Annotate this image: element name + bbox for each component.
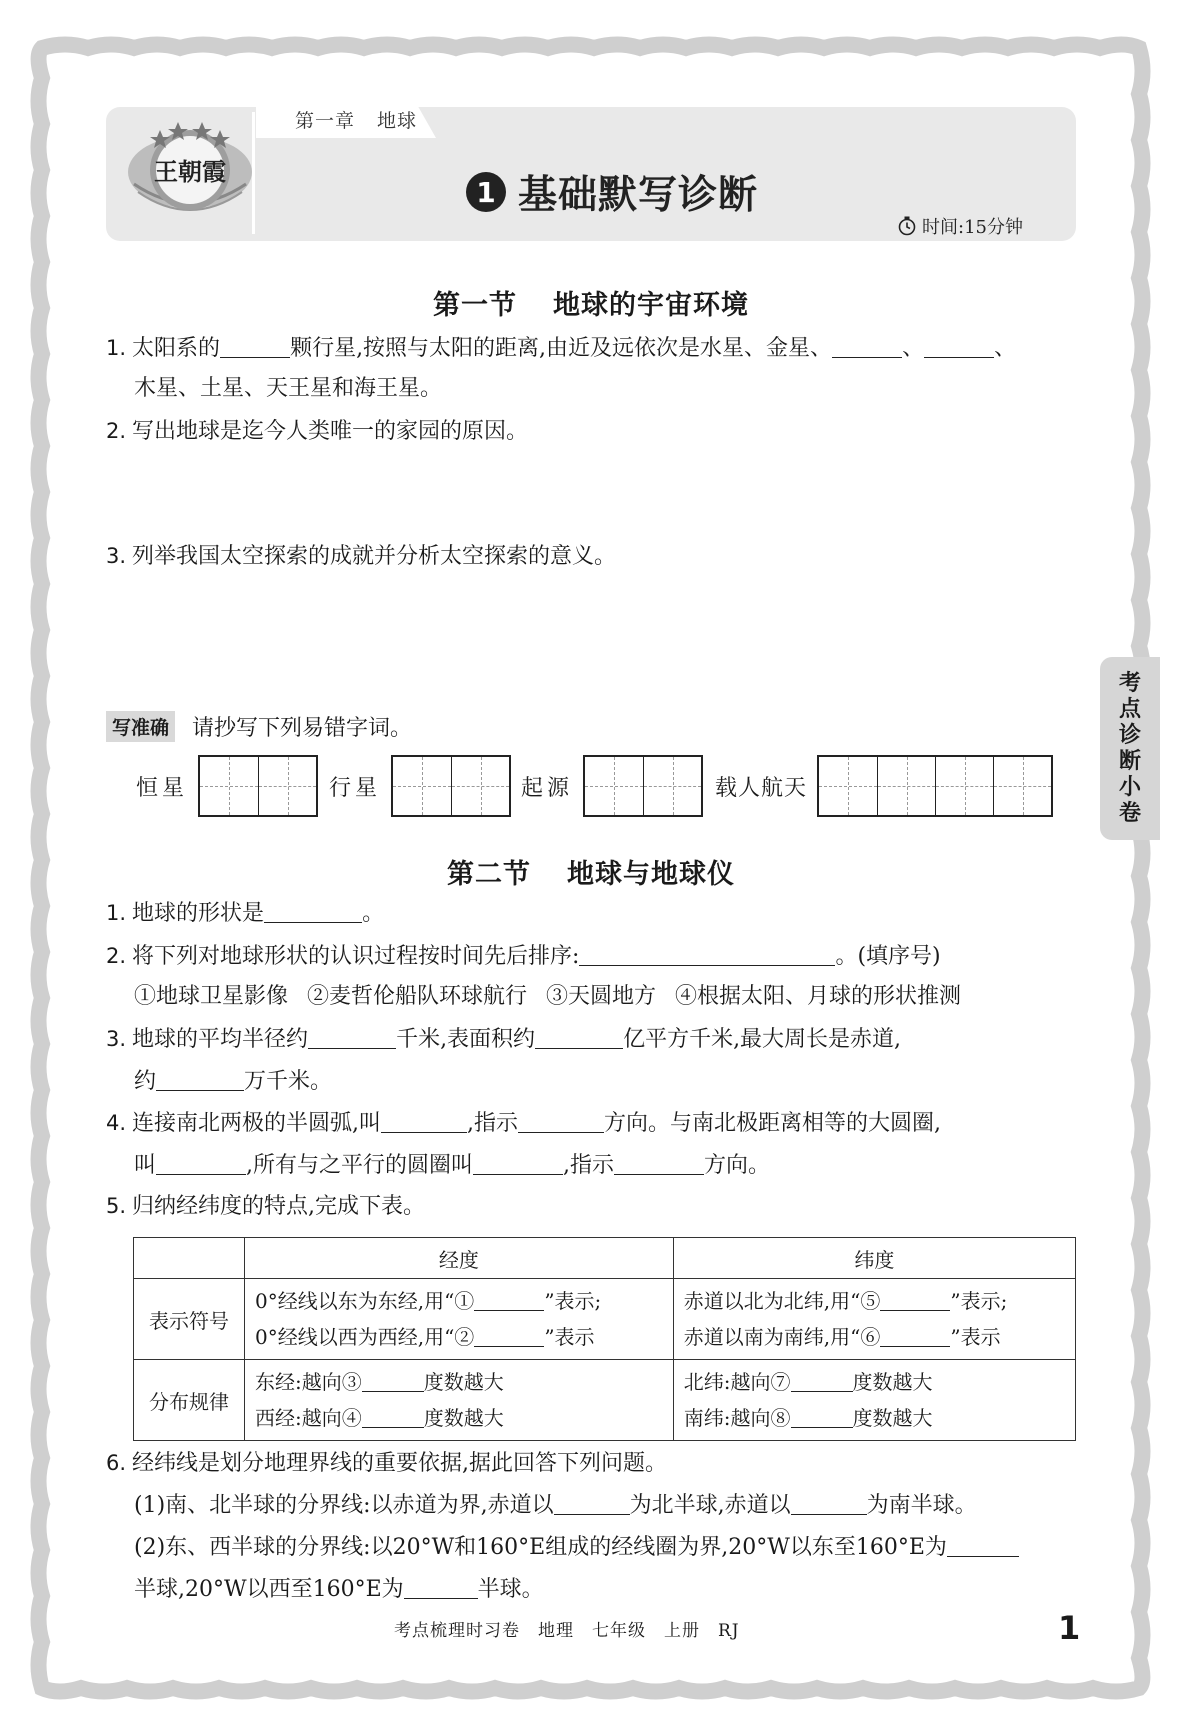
s1-question-1: 1. 太阳系的 颗行星,按照与太阳的距离,由近及远依次是水星、金星、 、 、 (106, 336, 1017, 361)
answer-blank[interactable] (381, 1110, 467, 1133)
section1-title: 第一节 地球的宇宙环境 (433, 290, 749, 321)
table-cell: 东经:越向③ 度数越大 西经:越向④ 度数越大 (245, 1360, 674, 1441)
table-header-latitude: 纬度 (673, 1238, 1075, 1279)
answer-blank[interactable] (474, 1290, 544, 1311)
answer-blank[interactable] (362, 1407, 424, 1428)
lat-long-table (133, 1237, 1076, 1441)
s2-question-2: 2. 将下列对地球形状的认识过程按时间先后排序: 。(填序号) (106, 944, 941, 969)
answer-blank[interactable] (832, 335, 902, 358)
s1-question-1-cont: 木星、土星、天王星和海王星。 (134, 376, 443, 401)
time-limit: 时间:15分钟 (898, 213, 1023, 239)
answer-blank[interactable] (474, 1326, 544, 1347)
answer-blank[interactable] (473, 1152, 563, 1175)
s2-question-4: 4. 连接南北两极的半圆弧,叫 ,指示 方向。与南北极距离相等的大圆圈, (106, 1111, 942, 1136)
answer-blank[interactable] (791, 1492, 867, 1515)
s2-question-2-options: ①地球卫星影像 ②麦哲伦船队环球航行 ③天圆地方 ④根据太阳、月球的形状推测 (134, 984, 961, 1009)
s2-question-6-2: (2)东、西半球的分界线:以20°W和160°E组成的经线圈为界,20°W以东至160°E为 (134, 1534, 1019, 1561)
section2-title: 第二节 地球与地球仪 (447, 859, 735, 890)
answer-blank[interactable] (880, 1290, 950, 1311)
copy-word-3: 起源 (521, 755, 703, 817)
table-header-longitude: 经度 (245, 1238, 674, 1279)
write-correctly-instruction: 请抄写下列易错字词。 (192, 716, 413, 741)
table-row-header: 分布规律 (134, 1360, 245, 1441)
s2-question-6-1: (1)南、北半球的分界线:以赤道为界,赤道以 为北半球,赤道以 为南半球。 (134, 1493, 977, 1518)
writing-grid[interactable] (583, 755, 703, 817)
title-number-badge: 1 (466, 172, 506, 212)
s1-question-2: 2. 写出地球是迄今人类唯一的家园的原因。 (106, 419, 529, 444)
write-correctly-badge: 写准确 (106, 711, 175, 742)
writing-grid[interactable] (198, 755, 318, 817)
copy-word-1: 恒星 (136, 755, 318, 817)
answer-blank[interactable] (554, 1492, 630, 1515)
page-footer: 考点梳理时习卷 地理 七年级 上册 RJ (394, 1621, 740, 1641)
writing-grid[interactable] (391, 755, 511, 817)
s2-question-3: 3. 地球的平均半径约 千米,表面积约 亿平方千米,最大周长是赤道, (106, 1027, 902, 1052)
answer-blank[interactable] (880, 1326, 950, 1347)
answer-blank[interactable] (535, 1026, 623, 1049)
answer-blank[interactable] (924, 335, 994, 358)
table-row-header: 表示符号 (134, 1279, 245, 1360)
copy-word-4: 载人航天 (715, 755, 1053, 817)
logo-text: 王朝霞 (154, 157, 226, 186)
clock-icon (898, 216, 916, 236)
page-number: 1 (1058, 1609, 1081, 1647)
writing-grid[interactable] (817, 755, 1053, 817)
answer-blank[interactable] (156, 1152, 246, 1175)
s2-question-4-cont: 叫 ,所有与之平行的圆圈叫 ,指示 方向。 (134, 1153, 771, 1178)
s2-question-6: 6. 经纬线是划分地理界线的重要依据,据此回答下列问题。 (106, 1451, 668, 1476)
copy-word-2: 行星 (329, 755, 511, 817)
answer-blank[interactable] (579, 943, 835, 966)
answer-blank[interactable] (156, 1068, 244, 1091)
table-cell: 赤道以北为北纬,用“⑤ ”表示; 赤道以南为南纬,用“⑥ ”表示 (673, 1279, 1075, 1360)
answer-blank[interactable] (404, 1576, 478, 1599)
answer-blank[interactable] (791, 1371, 853, 1392)
brand-logo-icon (120, 112, 260, 232)
s2-question-3-cont: 约 万千米。 (134, 1069, 333, 1094)
answer-blank[interactable] (947, 1534, 1019, 1557)
answer-blank[interactable] (518, 1110, 604, 1133)
answer-blank[interactable] (791, 1407, 853, 1428)
answer-blank[interactable] (220, 335, 290, 358)
table-cell: 0°经线以东为东经,用“① ”表示; 0°经线以西为西经,用“② ”表示 (245, 1279, 674, 1360)
page-title: 基础默写诊断 (518, 173, 759, 218)
table-corner (134, 1238, 245, 1279)
table-cell: 北纬:越向⑦ 度数越大 南纬:越向⑧ 度数越大 (673, 1360, 1075, 1441)
s1-question-3: 3. 列举我国太空探索的成就并分析太空探索的意义。 (106, 544, 617, 569)
chapter-label: 第一章 地球 (295, 110, 418, 132)
answer-blank[interactable] (362, 1371, 424, 1392)
side-tab-label: 考 点 诊 断 小 卷 (1100, 657, 1160, 840)
s2-question-5: 5. 归纳经纬度的特点,完成下表。 (106, 1194, 426, 1219)
worksheet-title (466, 164, 758, 220)
answer-blank[interactable] (264, 900, 362, 923)
answer-blank[interactable] (614, 1152, 704, 1175)
answer-blank[interactable] (308, 1026, 396, 1049)
s2-question-6-2-cont: 半球,20°W以西至160°E为 半球。 (134, 1577, 544, 1602)
s2-question-1: 1. 地球的形状是 。 (106, 901, 385, 926)
